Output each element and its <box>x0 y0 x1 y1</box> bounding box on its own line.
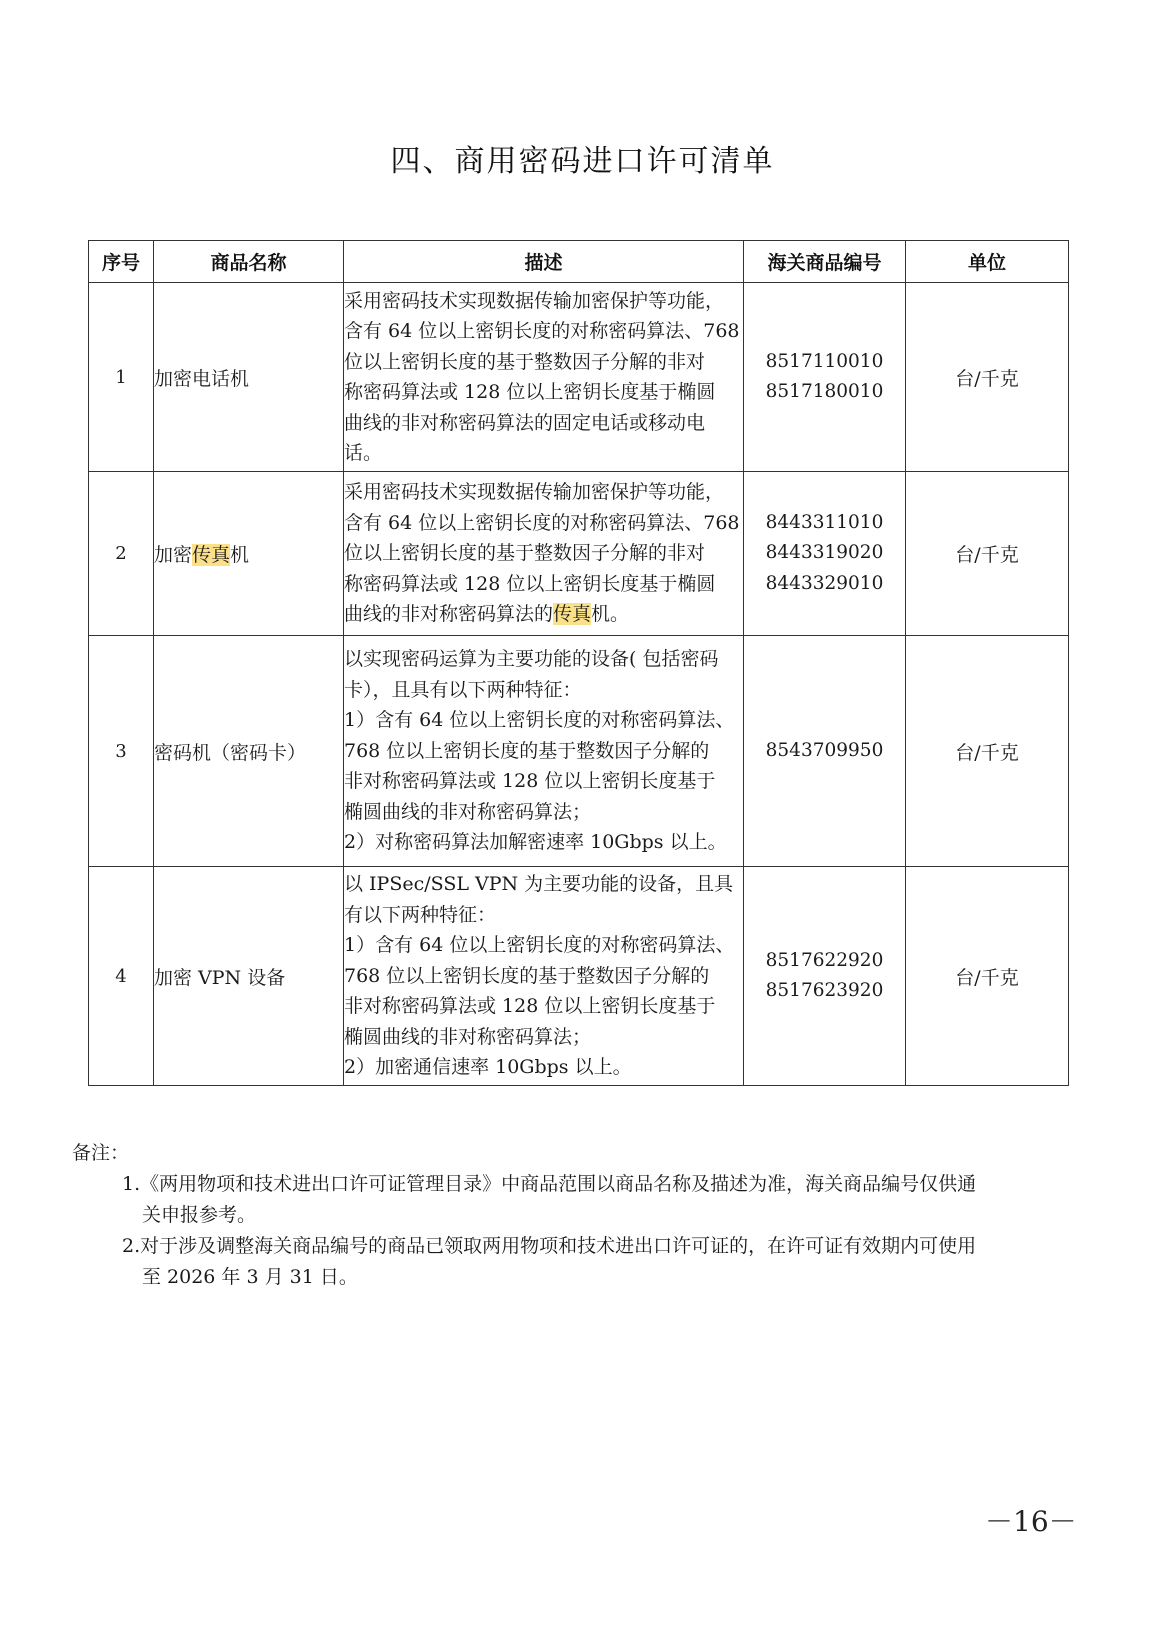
description-line: 采用密码技术实现数据传输加密保护等功能， <box>344 289 725 312</box>
page-title: 四、商用密码进口许可清单 <box>390 144 775 179</box>
customs-code: 8443311010 <box>765 511 884 533</box>
note-item-1-continuation: 关申报参考。 <box>142 1204 257 1226</box>
page-number: －16－ <box>985 1505 1077 1538</box>
name-text: 机 <box>230 544 250 566</box>
description-line: 曲线的非对称密码算法的固定电话或移动电 <box>344 411 706 434</box>
cell-description <box>344 283 744 472</box>
customs-code: 8517622920 <box>765 949 884 971</box>
cell-serial: 1 <box>89 283 154 472</box>
description-line: 768 位以上密钥长度的基于整数因子分解的 <box>344 964 710 987</box>
description-line: 1）含有 64 位以上密钥长度的对称密码算法、 <box>344 934 735 957</box>
description-line: 768 位以上密钥长度的基于整数因子分解的 <box>344 739 710 762</box>
description-line: 以 IPSec/SSL VPN 为主要功能的设备，且具 <box>344 873 734 896</box>
description-line: 2）对称密码算法加解密速率 10Gbps 以上。 <box>344 831 727 854</box>
description-line: 位以上密钥长度的基于整数因子分解的非对 <box>344 350 706 373</box>
header-customs-code: 海关商品编号 <box>744 241 906 283</box>
cell-description <box>344 636 744 867</box>
description-line: 非对称密码算法或 128 位以上密钥长度基于 <box>344 770 716 793</box>
description-line: 2）加密通信速率 10Gbps 以上。 <box>344 1056 632 1079</box>
cell-product-name: 密码机（密码卡） <box>154 636 344 867</box>
description-line: 称密码算法或 128 位以上密钥长度基于椭圆 <box>344 381 716 403</box>
cell-description <box>344 472 744 636</box>
description-line: 含有 64 位以上密钥长度的对称密码算法、768 <box>344 511 740 534</box>
description-line: 话。 <box>344 442 383 464</box>
description-line: 非对称密码算法或 128 位以上密钥长度基于 <box>344 995 716 1018</box>
customs-code: 8443329010 <box>765 572 884 594</box>
cell-product-name: 加密 VPN 设备 <box>154 867 344 1086</box>
highlighted-text: 传真 <box>192 544 231 566</box>
note-item-1: 1.《两用物项和技术进出口许可证管理目录》中商品范围以商品名称及描述为准，海关商品编号仅供通 <box>122 1173 977 1195</box>
cell-serial: 2 <box>89 472 154 636</box>
header-product-name: 商品名称 <box>154 241 344 283</box>
table-row <box>89 472 1069 636</box>
description-line: 椭圆曲线的非对称密码算法； <box>344 800 592 823</box>
notes-section <box>72 1138 1072 1293</box>
cell-unit: 台/千克 <box>906 636 1069 867</box>
description-text: 曲线的非对称密码算法的 <box>344 603 554 626</box>
description-line: 称密码算法或 128 位以上密钥长度基于椭圆 <box>344 572 716 595</box>
cell-description <box>344 867 744 1086</box>
notes-label: 备注： <box>72 1142 130 1164</box>
header-description: 描述 <box>344 241 744 283</box>
name-text: 加密 <box>154 544 193 566</box>
cell-customs-code <box>744 283 906 472</box>
customs-code: 8517623920 <box>765 980 884 1001</box>
note-item-2: 2.对于涉及调整海关商品编号的商品已领取两用物项和技术进出口许可证的，在许可证有效期内可使用 <box>122 1235 977 1257</box>
customs-code: 8443319020 <box>765 542 884 564</box>
customs-code: 8543709950 <box>765 739 884 761</box>
description-text: 机。 <box>591 603 630 626</box>
description-line: 卡），且具有以下两种特征： <box>344 678 582 701</box>
description-line: 椭圆曲线的非对称密码算法； <box>344 1025 592 1048</box>
customs-code: 8517180010 <box>765 381 884 402</box>
cell-serial: 3 <box>89 636 154 867</box>
description-line: 以实现密码运算为主要功能的设备( 包括密码 <box>344 648 719 671</box>
description-line: 采用密码技术实现数据传输加密保护等功能， <box>344 481 725 504</box>
cell-unit: 台/千克 <box>906 867 1069 1086</box>
cell-product-name: 加密电话机 <box>154 283 344 472</box>
customs-code: 8517110010 <box>765 350 884 372</box>
description-line: 位以上密钥长度的基于整数因子分解的非对 <box>344 542 706 565</box>
table-header-row <box>89 241 1069 283</box>
cell-customs-code <box>744 472 906 636</box>
description-line <box>344 599 743 630</box>
table-row <box>89 636 1069 867</box>
cell-unit: 台/千克 <box>906 472 1069 636</box>
header-serial: 序号 <box>89 241 154 283</box>
description-line: 有以下两种特征： <box>344 903 497 926</box>
description-line: 含有 64 位以上密钥长度的对称密码算法、768 <box>344 320 740 342</box>
header-unit: 单位 <box>906 241 1069 283</box>
cell-customs-code <box>744 867 906 1086</box>
import-license-table <box>88 240 1069 1086</box>
cell-product-name <box>154 472 344 636</box>
description-line: 1）含有 64 位以上密钥长度的对称密码算法、 <box>344 709 735 732</box>
table-row <box>89 283 1069 472</box>
highlighted-text: 传真 <box>553 603 592 626</box>
cell-customs-code <box>744 636 906 867</box>
cell-unit: 台/千克 <box>906 283 1069 472</box>
note-item-2-continuation: 至 2026 年 3 月 31 日。 <box>142 1266 358 1288</box>
cell-serial: 4 <box>89 867 154 1086</box>
table-row <box>89 867 1069 1086</box>
